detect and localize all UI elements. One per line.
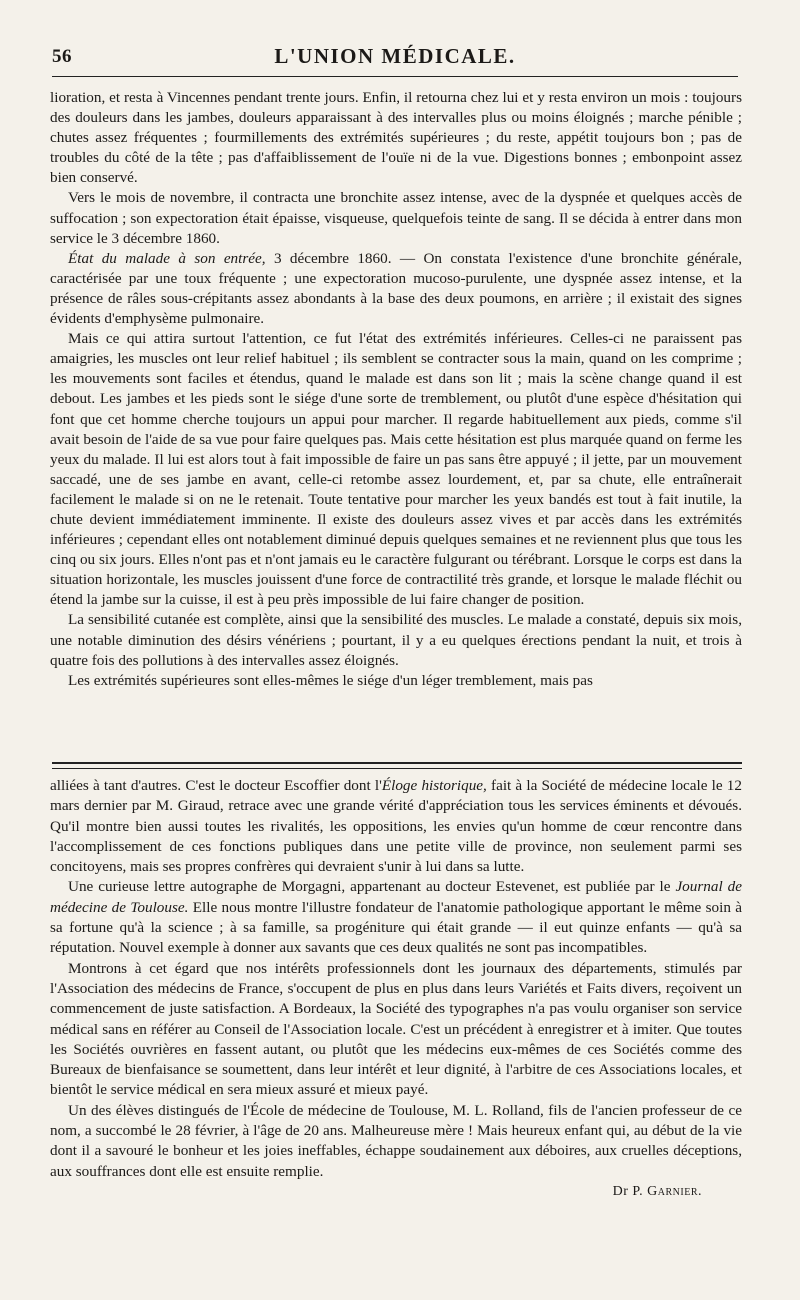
paragraph-text: Montrons à cet égard que nos intérêts professionnels dont les journaux des départements, stimulés par l'Association des médecins de France, s'occupent de plus en plus dans leurs Variétés et Faits divers, reçoivent un commencement de juste satisfaction. A Bordeaux, la Société des typographes n'a pas voulu organiser son service médical sans en référer au Conseil de l'Association locale. C'est un précédent à enregistrer et à imiter. Que toutes les Sociétés ouvrières en fassent autant, ou plutôt que les médecins eux-mêmes de ces Sociétés comme des Bureaux de bienfaisance se soumettent, dans leur intérêt et leur dignité, à l'arbitre de ces Associations locales, et bientôt le service médical en sera mieux assuré et mieux payé.	[50, 959, 742, 1099]
clinical-case-text	[50, 88, 742, 691]
paragraph	[50, 610, 742, 670]
paragraph	[50, 1101, 742, 1182]
paragraph-text: Vers le mois de novembre, il contracta une bronchite assez intense, avec de la dyspnée et quelques accès de suffocation ; son expectoration était épaisse, visqueuse, quelquefois teinte de sang. Il se décida à entrer dans mon service le 3 décembre 1860.	[50, 189, 742, 247]
paragraph	[50, 88, 742, 188]
paragraph-lead: État du malade à son entrée,	[68, 249, 266, 267]
paragraph-text: alliées à tant d'autres. C'est le docteur Escoffier dont l'	[50, 777, 382, 794]
paragraph-text: lioration, et resta à Vincennes pendant trente jours. Enfin, il retourna chez lui et y resta environ un mois : toujours des douleurs dans les jambes, douleurs apparaissant à des intervalles plus ou moins éloignés ; marche pénible ; chutes assez fréquentes ; fourmillements des extrémités supérieures ; du reste, appétit toujours bon ; pas de troubles du côté de la tête ; pas d'affaiblissement de l'ouïe ni de la vue. Digestions bonnes ; embonpoint assez bien conservé.	[50, 89, 742, 187]
paragraph	[50, 776, 742, 877]
running-title: L'UNION MÉDICALE.	[274, 44, 516, 68]
paragraph-text: Mais ce qui attira surtout l'attention, ce fut l'état des extrémités inférieures. Celles-ci ne paraissent pas amaigries, les muscles ont leur relief habituel ; ils semblent se contracter sous la main, quand on les comprime ; les mouvements sont faciles et étendus, quand le malade est dans son lit ; mais la scène change quand il est debout. Les jambes et les pieds sont le siége d'une sorte de tremblement, ou plutôt d'une espèce d'hésitation qui font que cet homme cherche toujours un appui pour marcher. Il regarde habituellement aux pieds, comme s'il avait besoin de l'aide de sa vue pour faire quelques pas. Mais cette hésitation est plus marquée quand on ferme les yeux du malade. Il lui est alors tout à fait impossible de faire un pas sans être appuyé ; il jette, par un mouvement saccadé, une de ses jambe en avant, celle-ci retombe assez lourdement, et, par sa chute, elle entraînerait facilement le malade si on ne le retenait. Toute tentative pour marcher les yeux bandés est tout à fait inutile, la chute devient immédiatement imminente. Il existe des douleurs assez vives et par accès dans les extrémités inférieures ; cependant elles ont notablement diminué depuis quelques semaines et ne reviennent plus que tous les cinq ou six jours. Elles n'ont pas et n'ont jamais eu le caractère fulgurant ou térébrant. Lorsque le corps est dans la situation horizontale, les muscles jouissent d'une force de contractilité très grande, et lorsque le malade fléchit ou étend la jambe sur la cuisse, il est à peu près impossible de lui faire changer de position.	[50, 330, 742, 609]
italic-title: Journal de médecine de Toulouse.	[50, 878, 742, 916]
paragraph-text: Elle nous montre l'illustre fondateur de l'anatomie pathologique apportant le même soin à sa fortune qu'à la science ; à sa famille, sa progéniture qui était grande — il eut quinze enfants — qu'à sa réputation. Nouvel exemple à donner aux savants que ces deux qualités ne sont pas incompatibles.	[50, 898, 742, 957]
page-header	[52, 40, 738, 77]
signature-prefix: Dr P.	[612, 1183, 648, 1199]
paragraph-text: Un des élèves distingués de l'École de médecine de Toulouse, M. L. Rolland, fils de l'ancien professeur de ce nom, a succombé le 28 février, à l'âge de 20 ans. Malheureuse mère ! Mais heureux enfant qui, au début de la vie dont il a savouré le bonheur et les joies ineffables, échappe soudainement aux déboires, aux cruelles déceptions, aux souffrances dont elle est ensuite remplie.	[50, 1101, 742, 1180]
author-signature	[50, 1182, 742, 1202]
paragraph-text: fait à la Société de médecine locale le 12 mars dernier par M. Giraud, retrace avec une grande vérité d'appréciation tous les services éminents et dévoués. Qu'il montre bien aussi toutes les rivalités, les oppositions, les envies qu'un homme de cœur rencontre dans l'accomplissement de ces fonctions publiques dans une petite ville de province, non seulement parmi ses concitoyens, mais ses propres confrères qui devraient s'unir à lui dans sa lutte.	[50, 777, 742, 876]
paragraph-text: Une curieuse lettre autographe de Morgagni, appartenant au docteur Estevenet, est publiée par le	[68, 878, 676, 896]
feuilleton-text	[50, 776, 742, 1202]
paragraph	[50, 877, 742, 958]
paragraph-text: 3 décembre 1860. — On constata l'existence d'une bronchite générale, caractérisée par une toux fréquente ; une expectoration mucoso-purulente, une dyspnée assez intense, et la présence de râles sous-crépitants assez abondants à la base des deux poumons, en arrière ; il existait des signes évidents d'emphysème pulmonaire.	[50, 249, 742, 328]
paragraph	[50, 671, 742, 691]
paragraph-text: La sensibilité cutanée est complète, ainsi que la sensibilité des muscles. Le malade a constaté, depuis six mois, une notable diminution des désirs vénériens ; pourtant, il y a eu quelques érections pendant la nuit, et trois à quatre fois des pollutions à des intervalles assez éloignés.	[50, 611, 742, 669]
paragraph-text: Les extrémités supérieures sont elles-mêmes le siége d'un léger tremblement, mais pas	[68, 671, 593, 689]
italic-title: Éloge historique,	[381, 777, 487, 794]
paragraph	[50, 329, 742, 610]
paragraph	[50, 188, 742, 248]
feuilleton-separator	[52, 762, 742, 769]
paragraph	[50, 959, 742, 1101]
paragraph	[50, 249, 742, 329]
page-number: 56	[52, 46, 72, 67]
signature-name: Garnier.	[647, 1183, 702, 1199]
